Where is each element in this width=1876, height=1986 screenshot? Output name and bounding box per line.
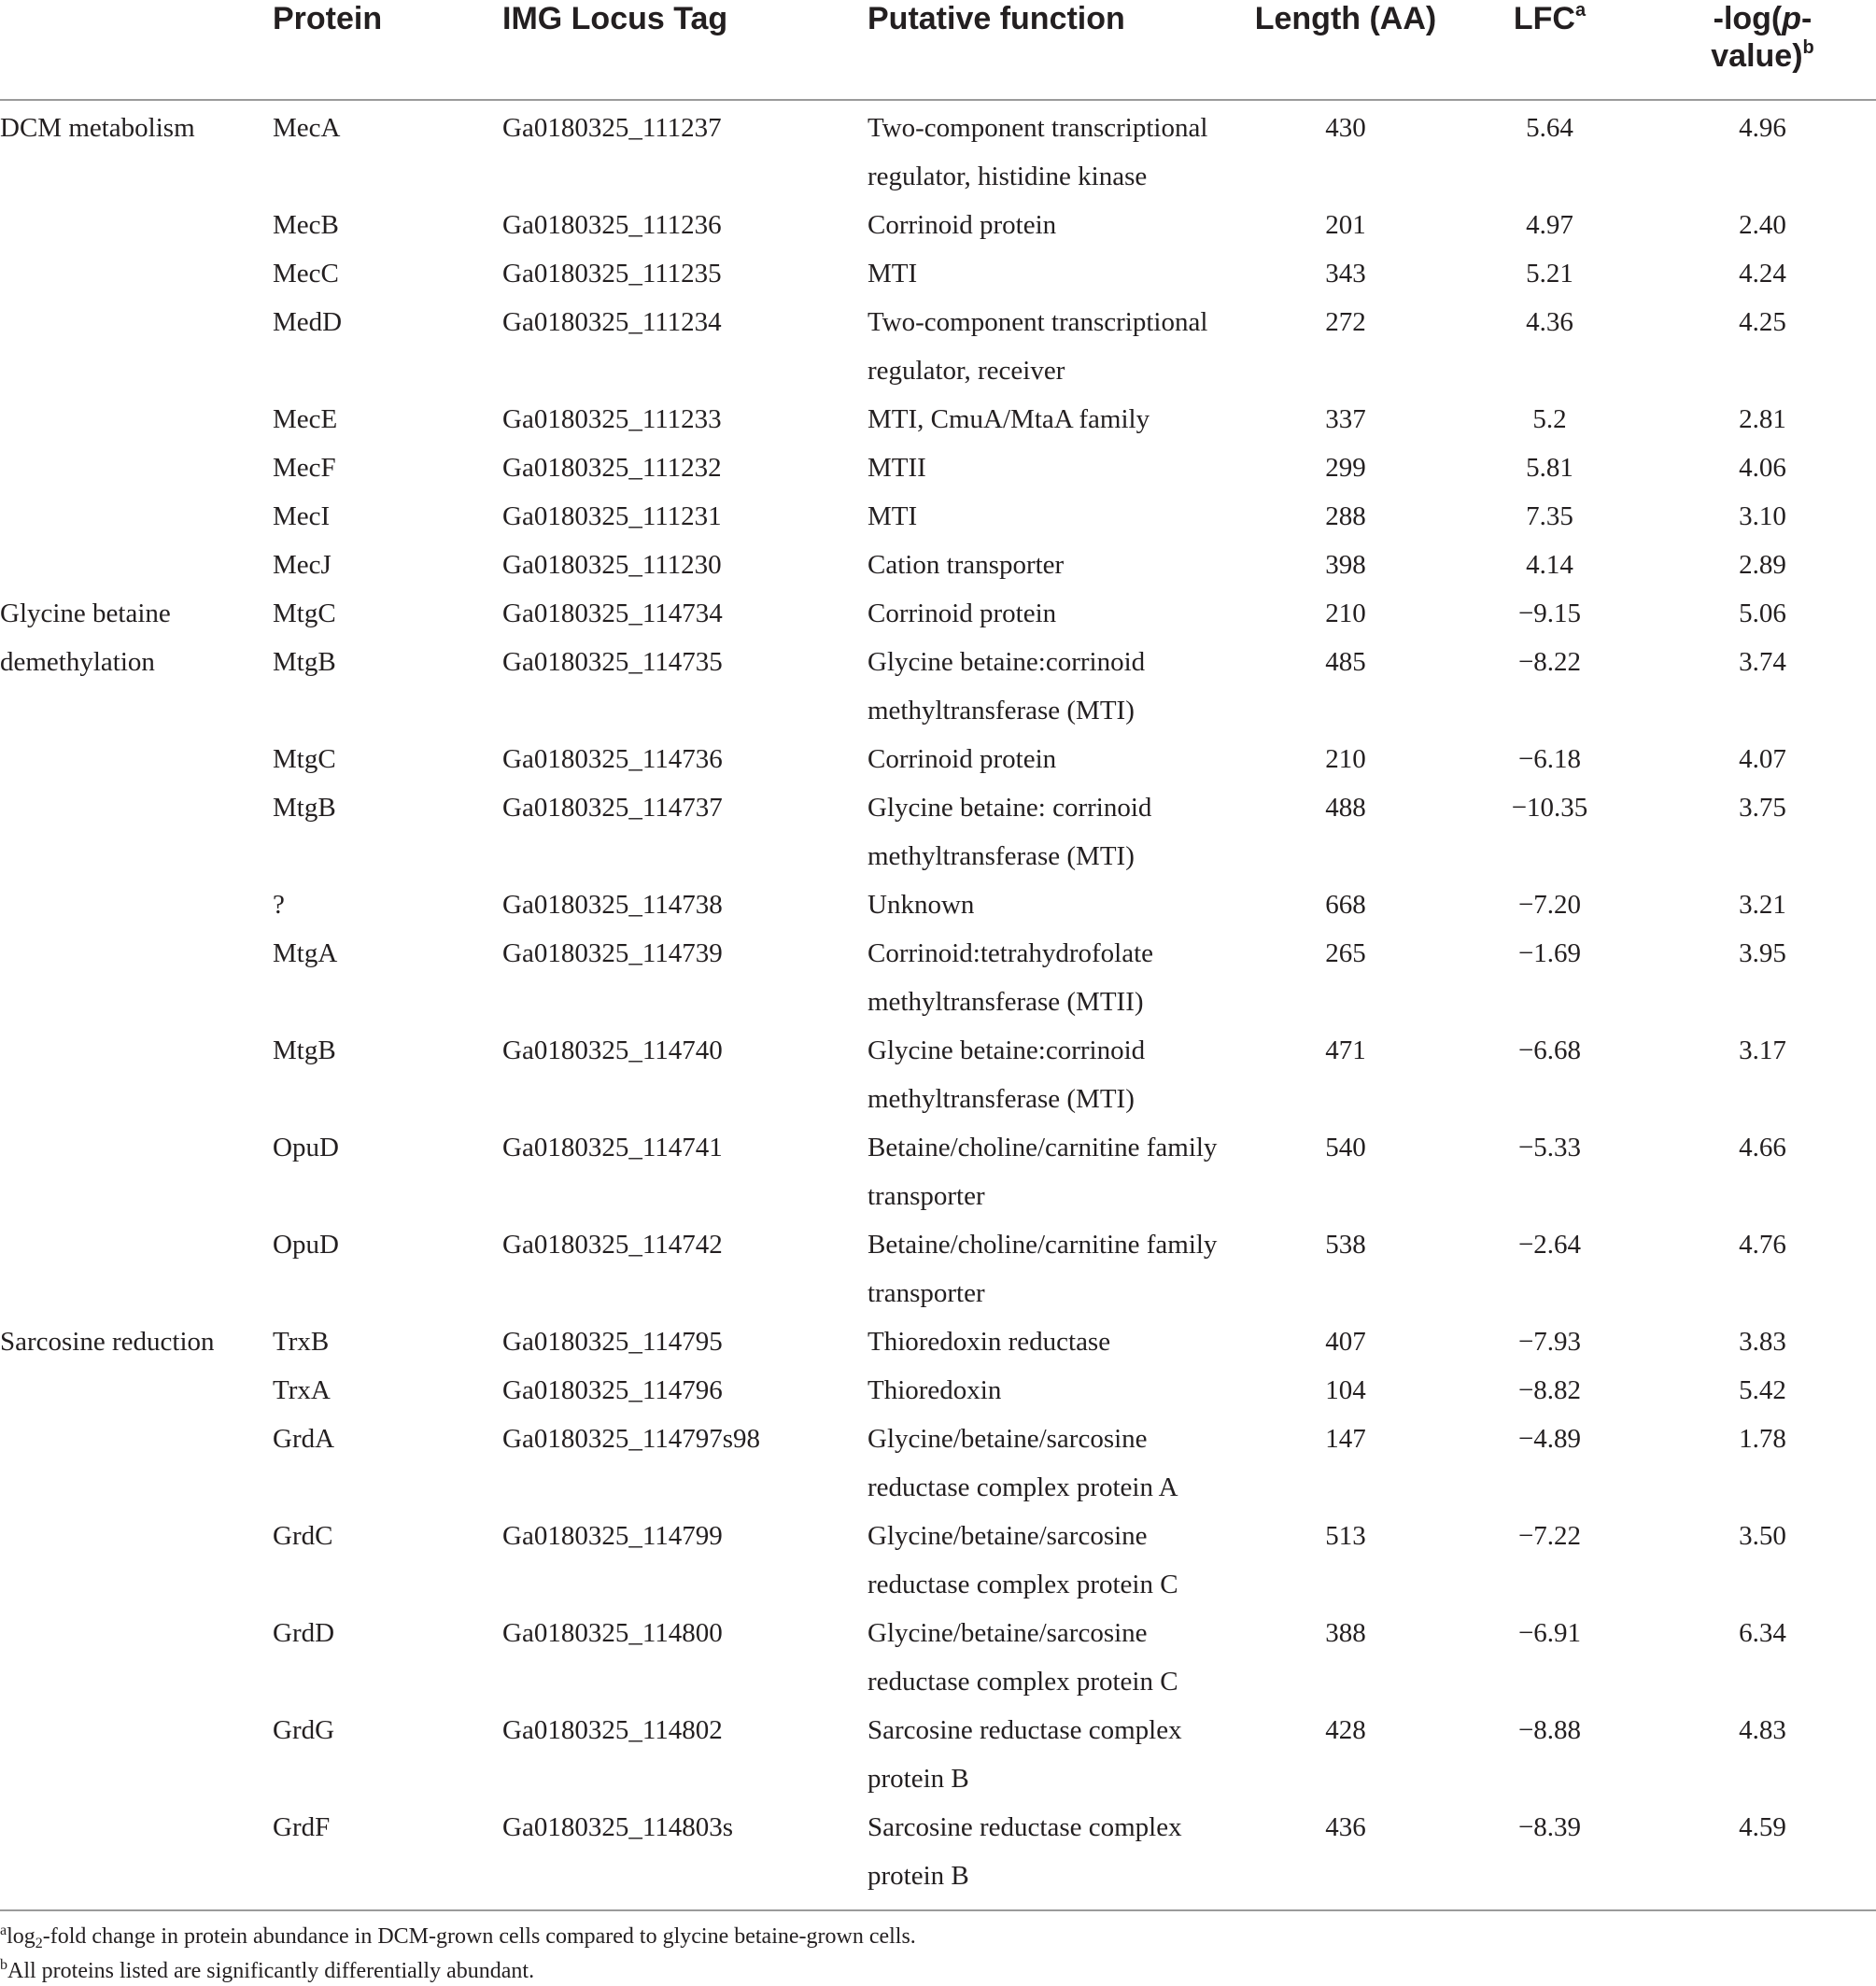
locus-tag-cell: Ga0180325_114735 — [502, 647, 723, 677]
table-row — [0, 100, 1876, 201]
footnote-a-text: -fold change in protein abundance in DCM-grown cells compared to glycine betaine-grown cells. — [42, 1924, 916, 1949]
protein-name-cell: ? — [273, 890, 285, 920]
length-aa-cell: 398 — [1325, 550, 1366, 580]
footnote-a-log: log — [7, 1924, 35, 1949]
header-length: Length (AA) — [1241, 0, 1450, 100]
neg-log-p-value-cell: 6.34 — [1739, 1618, 1786, 1648]
table-row — [0, 1123, 1876, 1220]
length-aa-cell: 436 — [1325, 1812, 1366, 1842]
header-p-part1: -log( — [1713, 1, 1783, 36]
protein-name-cell: MecI — [273, 501, 331, 531]
locus-tag-cell: Ga0180325_114797s98 — [502, 1424, 761, 1454]
footnote-a — [0, 1923, 916, 1951]
lfc-value-cell: 5.81 — [1526, 453, 1573, 483]
length-aa-cell: 485 — [1325, 647, 1366, 677]
length-aa-cell: 201 — [1325, 210, 1366, 240]
category-label: DCM metabolism — [0, 113, 195, 143]
locus-tag-cell: Ga0180325_114799 — [502, 1521, 723, 1551]
putative-function-cell: Corrinoid protein — [867, 744, 1057, 774]
length-aa-cell: 210 — [1325, 599, 1366, 628]
lfc-value-cell: −8.22 — [1517, 647, 1582, 677]
locus-tag-cell: Ga0180325_114742 — [502, 1230, 723, 1260]
locus-tag-cell: Ga0180325_114738 — [502, 890, 723, 920]
neg-log-p-value-cell: 1.78 — [1739, 1424, 1786, 1454]
protein-name-cell: MtgB — [273, 647, 336, 677]
protein-name-cell: MecE — [273, 404, 338, 434]
lfc-value-cell: −8.88 — [1517, 1715, 1582, 1745]
neg-log-p-value-cell: 2.40 — [1739, 210, 1786, 240]
lfc-value-cell: 5.2 — [1532, 404, 1567, 434]
neg-log-p-value-cell: 4.25 — [1739, 307, 1786, 337]
table-row — [0, 1026, 1876, 1123]
locus-tag-cell: Ga0180325_114796 — [502, 1375, 723, 1405]
protein-name-cell: MecC — [273, 259, 339, 289]
protein-name-cell: OpuD — [273, 1133, 339, 1162]
table-row — [0, 1803, 1876, 1913]
protein-name-cell: MtgB — [273, 1035, 336, 1065]
locus-tag-cell: Ga0180325_111235 — [502, 259, 722, 289]
lfc-value-cell: 4.97 — [1526, 210, 1573, 240]
footnote-b-marker: b — [0, 1957, 7, 1973]
putative-function-cell: Glycine/betaine/sarcosine reductase complex protein C — [867, 1618, 1178, 1697]
header-log-p-value — [1649, 0, 1876, 100]
protein-name-cell: GrdD — [273, 1618, 335, 1648]
length-aa-cell: 488 — [1325, 793, 1366, 823]
category-label: Sarcosine reduction — [0, 1327, 215, 1357]
category-cell — [0, 1317, 273, 1913]
table-row — [0, 1609, 1876, 1706]
header-p-italic: p — [1782, 1, 1802, 36]
locus-tag-cell: Ga0180325_114736 — [502, 744, 723, 774]
length-aa-cell: 265 — [1325, 938, 1366, 968]
lfc-value-cell: −4.89 — [1517, 1424, 1582, 1454]
table-row — [0, 1706, 1876, 1803]
putative-function-cell: Cation transporter — [867, 550, 1065, 580]
table-row — [0, 1415, 1876, 1512]
table-row — [0, 201, 1876, 249]
header-lfc-label: LFC — [1513, 1, 1575, 36]
lfc-value-cell: 5.64 — [1526, 113, 1573, 143]
locus-tag-cell: Ga0180325_111232 — [502, 453, 722, 483]
neg-log-p-value-cell: 3.50 — [1739, 1521, 1786, 1551]
table-row — [0, 929, 1876, 1026]
table-row — [0, 249, 1876, 298]
putative-function-cell: MTI — [867, 259, 918, 289]
neg-log-p-value-cell: 4.96 — [1739, 113, 1786, 143]
lfc-value-cell: −8.39 — [1517, 1812, 1582, 1842]
protein-name-cell: MtgB — [273, 793, 336, 823]
protein-name-cell: TrxA — [273, 1375, 331, 1405]
lfc-value-cell: −1.69 — [1517, 938, 1582, 968]
table-row — [0, 735, 1876, 783]
length-aa-cell: 430 — [1325, 113, 1366, 143]
locus-tag-cell: Ga0180325_111233 — [502, 404, 722, 434]
putative-function-cell: Thioredoxin — [867, 1375, 1002, 1405]
putative-function-cell: Two-component transcriptional regulator, histidine kinase — [867, 113, 1208, 191]
lfc-value-cell: −6.18 — [1517, 744, 1582, 774]
locus-tag-cell: Ga0180325_114803s — [502, 1812, 734, 1842]
putative-function-cell: Glycine/betaine/sarcosine reductase complex protein A — [867, 1424, 1178, 1502]
header-lfc-footnote-marker: a — [1574, 0, 1587, 21]
table-row — [0, 783, 1876, 880]
length-aa-cell: 147 — [1325, 1424, 1366, 1454]
neg-log-p-value-cell: 4.24 — [1739, 259, 1786, 289]
header-lfc — [1450, 0, 1649, 100]
protein-name-cell: GrdF — [273, 1812, 331, 1842]
length-aa-cell: 272 — [1325, 307, 1366, 337]
protein-name-cell: GrdC — [273, 1521, 333, 1551]
length-aa-cell: 407 — [1325, 1327, 1366, 1357]
table-body — [0, 100, 1876, 1913]
neg-log-p-value-cell: 3.83 — [1739, 1327, 1786, 1357]
lfc-value-cell: 4.14 — [1526, 550, 1573, 580]
locus-tag-cell: Ga0180325_111234 — [502, 307, 722, 337]
table-row — [0, 395, 1876, 444]
table-row — [0, 1220, 1876, 1317]
putative-function-cell: Glycine betaine: corrinoid methyltransferase (MTI) — [867, 793, 1152, 871]
locus-tag-cell: Ga0180325_114734 — [502, 599, 723, 628]
length-aa-cell: 337 — [1325, 404, 1366, 434]
putative-function-cell: Corrinoid protein — [867, 599, 1057, 628]
length-aa-cell: 540 — [1325, 1133, 1366, 1162]
locus-tag-cell: Ga0180325_114795 — [502, 1327, 723, 1357]
footnote-b — [0, 1957, 534, 1985]
table-row — [0, 541, 1876, 589]
neg-log-p-value-cell: 3.75 — [1739, 793, 1786, 823]
length-aa-cell: 513 — [1325, 1521, 1366, 1551]
putative-function-cell: Sarcosine reductase complex protein B — [867, 1715, 1182, 1794]
table-header-row — [0, 0, 1876, 100]
table-row — [0, 1512, 1876, 1609]
neg-log-p-value-cell: 2.81 — [1739, 404, 1786, 434]
length-aa-cell: 668 — [1325, 890, 1366, 920]
table-row — [0, 880, 1876, 929]
neg-log-p-value-cell: 3.10 — [1739, 501, 1786, 531]
length-aa-cell: 299 — [1325, 453, 1366, 483]
footnote-a-marker: a — [0, 1923, 7, 1938]
lfc-value-cell: 4.36 — [1526, 307, 1573, 337]
table-row — [0, 444, 1876, 492]
neg-log-p-value-cell: 4.06 — [1739, 453, 1786, 483]
putative-function-cell: Corrinoid protein — [867, 210, 1057, 240]
length-aa-cell: 210 — [1325, 744, 1366, 774]
length-aa-cell: 288 — [1325, 501, 1366, 531]
putative-function-cell: Corrinoid:tetrahydrofolate methyltransferase (MTII) — [867, 938, 1154, 1017]
header-locus-tag: IMG Locus Tag — [502, 0, 867, 100]
lfc-value-cell: −7.20 — [1517, 890, 1582, 920]
neg-log-p-value-cell: 3.74 — [1739, 647, 1786, 677]
category-cell — [0, 100, 273, 589]
lfc-value-cell: −5.33 — [1517, 1133, 1582, 1162]
length-aa-cell: 471 — [1325, 1035, 1366, 1065]
protein-name-cell: TrxB — [273, 1327, 330, 1357]
lfc-value-cell: −7.22 — [1517, 1521, 1582, 1551]
footnote-divider — [0, 1909, 1876, 1911]
protein-name-cell: GrdG — [273, 1715, 335, 1745]
putative-function-cell: Betaine/choline/carnitine family transporter — [867, 1230, 1218, 1308]
locus-tag-cell: Ga0180325_114741 — [502, 1133, 723, 1162]
putative-function-cell: Glycine/betaine/sarcosine reductase complex protein C — [867, 1521, 1178, 1599]
locus-tag-cell: Ga0180325_111230 — [502, 550, 722, 580]
header-category — [0, 0, 273, 100]
protein-name-cell: MecB — [273, 210, 339, 240]
length-aa-cell: 538 — [1325, 1230, 1366, 1260]
locus-tag-cell: Ga0180325_114740 — [502, 1035, 723, 1065]
table-row — [0, 298, 1876, 395]
locus-tag-cell: Ga0180325_114737 — [502, 793, 723, 823]
lfc-value-cell: −6.91 — [1517, 1618, 1582, 1648]
putative-function-cell: Glycine betaine:corrinoid methyltransferase (MTI) — [867, 1035, 1146, 1114]
neg-log-p-value-cell: 4.83 — [1739, 1715, 1786, 1745]
neg-log-p-value-cell: 3.21 — [1739, 890, 1786, 920]
table-row — [0, 1317, 1876, 1366]
protein-name-cell: MedD — [273, 307, 343, 337]
header-p-footnote-marker: b — [1802, 37, 1814, 58]
putative-function-cell: Thioredoxin reductase — [867, 1327, 1111, 1357]
neg-log-p-value-cell: 4.59 — [1739, 1812, 1786, 1842]
table-row — [0, 1366, 1876, 1415]
putative-function-cell: MTI, CmuA/MtaA family — [867, 404, 1150, 434]
category-cell — [0, 589, 273, 1317]
header-p-dash: - — [1801, 1, 1813, 36]
putative-function-cell: Two-component transcriptional regulator, receiver — [867, 307, 1208, 386]
length-aa-cell: 388 — [1325, 1618, 1366, 1648]
protein-name-cell: OpuD — [273, 1230, 339, 1260]
neg-log-p-value-cell: 4.76 — [1739, 1230, 1786, 1260]
putative-function-cell: Sarcosine reductase complex protein B — [867, 1812, 1182, 1891]
neg-log-p-value-cell: 3.95 — [1739, 938, 1786, 968]
locus-tag-cell: Ga0180325_114800 — [502, 1618, 723, 1648]
protein-name-cell: MtgC — [273, 599, 336, 628]
locus-tag-cell: Ga0180325_111231 — [502, 501, 722, 531]
category-label: demethylation — [0, 647, 155, 677]
putative-function-cell: MTI — [867, 501, 918, 531]
lfc-value-cell: 5.21 — [1526, 259, 1573, 289]
lfc-value-cell: −6.68 — [1517, 1035, 1582, 1065]
lfc-value-cell: −2.64 — [1517, 1230, 1582, 1260]
protein-name-cell: MecA — [273, 113, 341, 143]
length-aa-cell: 343 — [1325, 259, 1366, 289]
locus-tag-cell: Ga0180325_111236 — [502, 210, 722, 240]
protein-name-cell: MtgA — [273, 938, 338, 968]
header-putative-function: Putative function — [867, 0, 1241, 100]
putative-function-cell: Glycine betaine:corrinoid methyltransferase (MTI) — [867, 647, 1146, 725]
neg-log-p-value-cell: 4.66 — [1739, 1133, 1786, 1162]
putative-function-cell: MTII — [867, 453, 926, 483]
locus-tag-cell: Ga0180325_114739 — [502, 938, 723, 968]
header-p-part2: value) — [1711, 38, 1803, 74]
protein-name-cell: GrdA — [273, 1424, 335, 1454]
length-aa-cell: 104 — [1325, 1375, 1366, 1405]
table-row — [0, 589, 1876, 638]
lfc-value-cell: −9.15 — [1517, 599, 1582, 628]
length-aa-cell: 428 — [1325, 1715, 1366, 1745]
table-row — [0, 492, 1876, 541]
category-label: Glycine betaine — [0, 599, 171, 628]
neg-log-p-value-cell: 3.17 — [1739, 1035, 1786, 1065]
neg-log-p-value-cell: 5.42 — [1739, 1375, 1786, 1405]
lfc-value-cell: −7.93 — [1517, 1327, 1582, 1357]
footnote-b-text: All proteins listed are significantly differentially abundant. — [7, 1959, 535, 1983]
lfc-value-cell: 7.35 — [1526, 501, 1573, 531]
neg-log-p-value-cell: 4.07 — [1739, 744, 1786, 774]
neg-log-p-value-cell: 5.06 — [1739, 599, 1786, 628]
protein-name-cell: MtgC — [273, 744, 336, 774]
lfc-value-cell: −10.35 — [1511, 793, 1588, 823]
neg-log-p-value-cell: 2.89 — [1739, 550, 1786, 580]
putative-function-cell: Betaine/choline/carnitine family transporter — [867, 1133, 1218, 1211]
footnote-a-subscript: 2 — [35, 1936, 43, 1951]
header-protein: Protein — [273, 0, 502, 100]
protein-name-cell: MecJ — [273, 550, 331, 580]
locus-tag-cell: Ga0180325_114802 — [502, 1715, 723, 1745]
lfc-value-cell: −8.82 — [1517, 1375, 1582, 1405]
table-row — [0, 638, 1876, 735]
putative-function-cell: Unknown — [867, 890, 975, 920]
protein-name-cell: MecF — [273, 453, 336, 483]
locus-tag-cell: Ga0180325_111237 — [502, 113, 722, 143]
